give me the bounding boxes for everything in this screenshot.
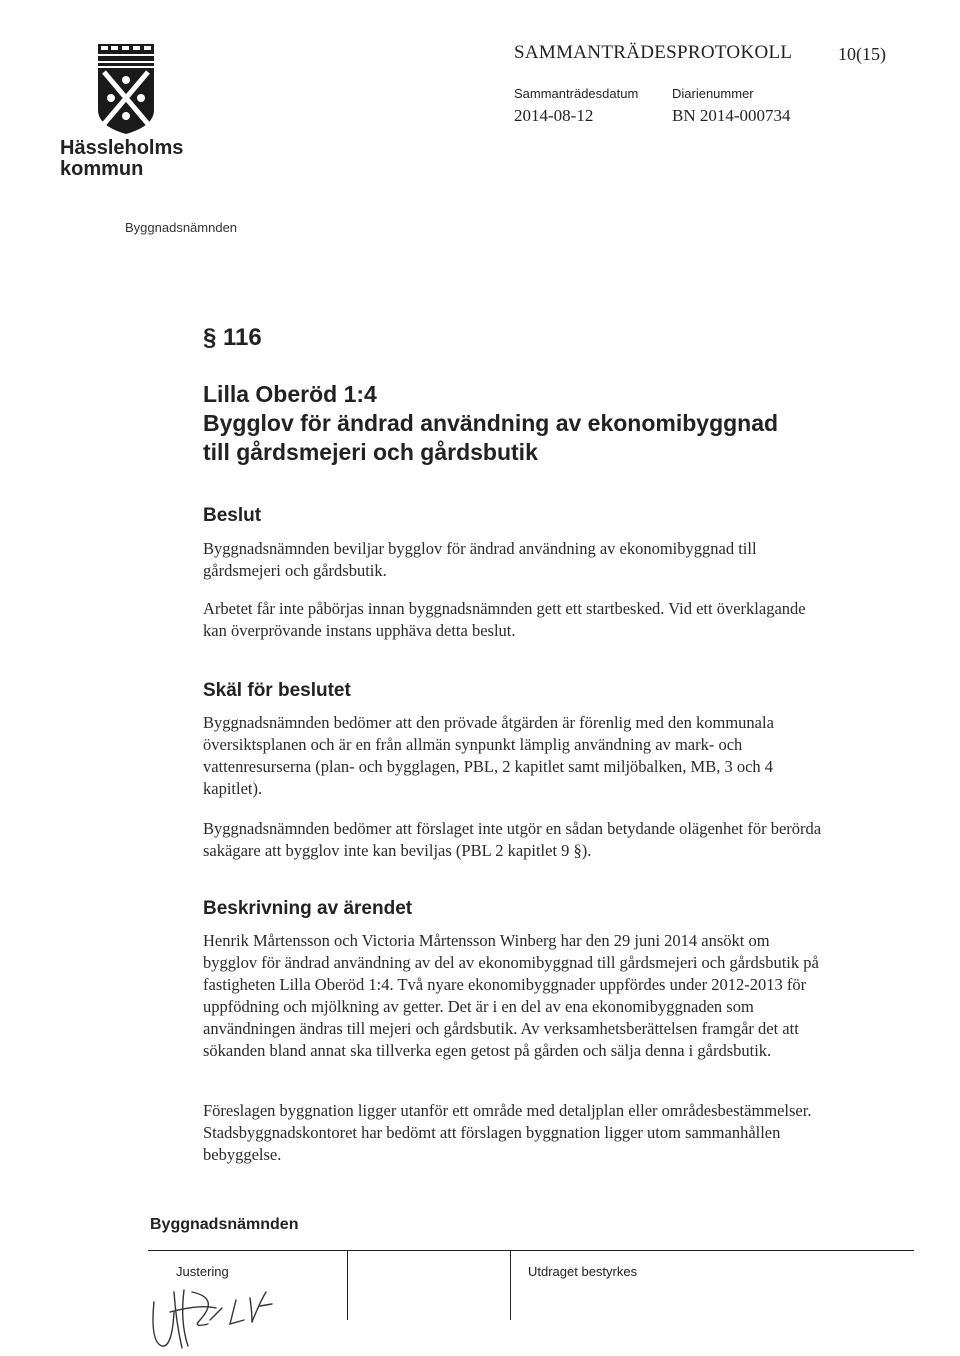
section-number: § 116 [203, 324, 262, 351]
utdraget-label: Utdraget bestyrkes [528, 1264, 638, 1279]
decision-paragraph: Arbetet får inte påbörjas innan byggnadsnämnden gett ett startbesked. Vid ett överklagande kan överprövande instans upphäva detta beslut. [203, 599, 806, 640]
reasons-paragraph: Byggnadsnämnden bedömer att förslaget inte utgör en sådan betydande olägenhet för berörda sakägare att bygglov inte kan beviljas (PBL 2 kapitlet 9 §). [203, 819, 822, 860]
decision-heading: Beslut [203, 505, 262, 526]
signature-icon [140, 1262, 290, 1352]
footer-divider [148, 1250, 914, 1251]
case-title [203, 380, 843, 467]
coat-of-arms-icon [96, 40, 156, 136]
reasons-paragraph: Byggnadsnämnden bedömer att den prövade åtgärden är förenlig med den kommunala översiktsplanen och är en från allmän synpunkt lämplig användning av mark- och vattenresurserna (plan- och bygglagen, PBL, 2 kapitlet samt miljöbalken, MB, 3 och 4 kapitlet). [203, 713, 774, 798]
committee-name: Byggnadsnämnden [125, 220, 238, 235]
meeting-date-label: Sammanträdesdatum [514, 86, 639, 101]
page-number: 10(15) [838, 44, 886, 64]
footer-column-divider [347, 1250, 348, 1320]
description-paragraph: Föreslagen byggnation ligger utanför ett område med detaljplan eller områdesbestämmelser. Stadsbyggnadskontoret har bedömt att förslagen byggnation ligger utom sammanhållen bebyggelse. [203, 1101, 812, 1164]
municipality-name: Hässleholms kommun [60, 137, 184, 180]
case-title-line: Lilla Oberöd 1:4 [203, 381, 377, 407]
description-heading: Beskrivning av ärendet [203, 898, 413, 919]
case-title-line: Bygglov för ändrad användning av ekonomibyggnad [203, 410, 779, 436]
reasons-heading: Skäl för beslutet [203, 680, 351, 701]
decision-paragraph: Byggnadsnämnden beviljar bygglov för ändrad användning av ekonomibyggnad till gårdsmejeri och gårdsbutik. [203, 539, 757, 580]
description-paragraph: Henrik Mårtensson och Victoria Mårtensson Winberg har den 29 juni 2014 ansökt om bygglov för ändrad användning av del av ekonomibyggnad till gårdsmejeri och gårdsbutik på fastigheten Lilla Oberöd 1:4. Två nyare ekonomibyggnader uppfördes under 2012-2013 för uppfödning och mjölkning av getter. Det är i en del av ena ekonomibyggnaden som användningen ändras till mejeri och gårdsbutik. Av verksamhetsberättelsen framgår det att sökanden bland annat ska tillverka egen getost på gården och sälja denna i gårdsbutik. [203, 931, 819, 1060]
case-title-line: till gårdsmejeri och gårdsbutik [203, 439, 538, 465]
registration-number-value: BN 2014-000734 [672, 106, 791, 125]
footer-committee-name: Byggnadsnämnden [150, 1216, 299, 1233]
footer-column-divider [510, 1250, 511, 1320]
registration-number-label: Diarienummer [672, 86, 754, 101]
document-title: SAMMANTRÄDESPROTOKOLL [514, 42, 793, 63]
justering-label: Justering [176, 1264, 229, 1279]
meeting-date-value: 2014-08-12 [514, 106, 594, 125]
